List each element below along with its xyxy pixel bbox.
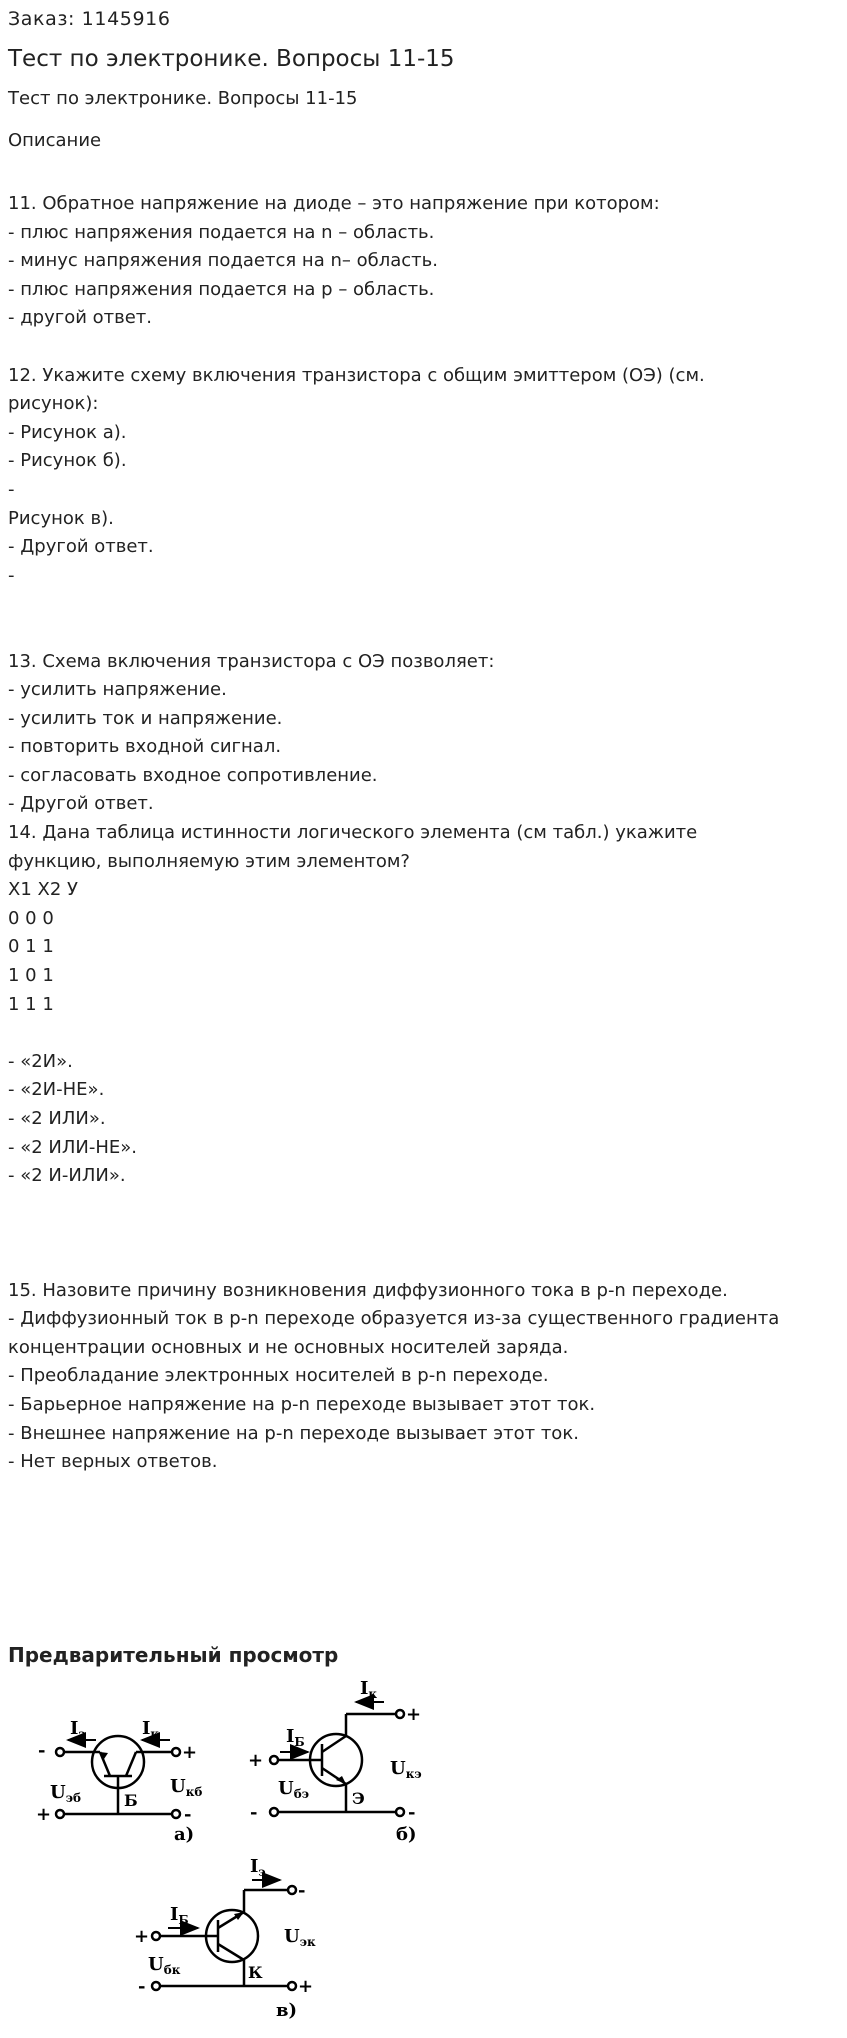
text-line: - Преобладание электронных носителей в p-n переходе.	[8, 1365, 549, 1387]
text-line: 12. Укажите схему включения транзистора с общим эмиттером (ОЭ) (см.	[8, 364, 705, 386]
a-caption: а)	[174, 1824, 195, 1845]
description-text	[8, 190, 838, 1477]
text-line: 1 1 1	[8, 993, 54, 1015]
text-line	[8, 333, 838, 362]
text-line: 11. Обратное напряжение на диоде – это напряжение при котором:	[8, 193, 660, 214]
a-voltage-left-sub: эб	[65, 1791, 82, 1805]
text-line: - повторить входной сигнал.	[8, 736, 282, 758]
text-line: - «2И-НЕ».	[8, 1079, 105, 1101]
a-current-right-sub: к	[150, 1727, 160, 1741]
text-line: 1 0 1	[8, 965, 54, 987]
text-line: - Рисунок а).	[8, 421, 127, 443]
text-line: 13. Схема включения транзистора с ОЭ позволяет:	[8, 650, 495, 672]
svg-text:IБ	[170, 1904, 189, 1927]
b-voltage-right: U	[390, 1758, 406, 1779]
b-voltage-left: U	[278, 1778, 294, 1799]
c-current-left: I	[170, 1904, 179, 1925]
a-right-sign-top: +	[182, 1742, 198, 1763]
a-current-left: I	[70, 1718, 79, 1739]
text-line: - плюс напряжения подается на n – область.	[8, 221, 435, 243]
c-voltage-right-sub: эк	[299, 1935, 316, 1949]
text-line	[8, 1191, 838, 1220]
text-line: - «2 И-ИЛИ».	[8, 1165, 126, 1187]
text-line: 0 0 0	[8, 907, 54, 929]
c-voltage-left-sub: бк	[163, 1963, 181, 1977]
text-line: - Барьерное напряжение на p-n переходе вызывает этот ток.	[8, 1393, 596, 1415]
c-voltage-left: U	[148, 1954, 164, 1975]
text-line: -	[8, 564, 15, 586]
text-line	[8, 1248, 838, 1277]
c-right-sign-bottom: +	[298, 1976, 314, 1997]
text-line: - Рисунок б).	[8, 450, 127, 472]
c-node: К	[248, 1963, 263, 1982]
text-line: - Другой ответ.	[8, 793, 154, 815]
text-line: - Другой ответ.	[8, 536, 154, 558]
text-line: Рисунок в).	[8, 507, 114, 529]
a-current-left-sub: э	[78, 1727, 86, 1741]
c-top-sign: -	[298, 1880, 306, 1901]
text-line	[8, 1219, 838, 1248]
a-voltage-left: U	[50, 1782, 66, 1803]
text-line: 0 1 1	[8, 936, 54, 958]
c-caption: в)	[276, 2000, 298, 2021]
b-top-sign: +	[406, 1704, 422, 1725]
svg-text:Uэб	[50, 1782, 81, 1805]
text-line: концентрации основных и не основных носителей заряда.	[8, 1336, 569, 1358]
text-line: - «2И».	[8, 1050, 73, 1072]
c-current-left-sub: Б	[178, 1913, 189, 1927]
a-voltage-right-sub: кб	[185, 1785, 203, 1799]
b-voltage-left-sub: бэ	[293, 1787, 310, 1801]
a-current-right: I	[142, 1718, 151, 1739]
c-voltage-right: U	[284, 1926, 300, 1947]
svg-text:Iэ	[70, 1718, 86, 1741]
b-caption: б)	[396, 1824, 417, 1845]
svg-text:Uкэ	[390, 1758, 422, 1781]
c-current-top-sub: э	[258, 1865, 266, 1879]
b-current-left: I	[286, 1726, 295, 1747]
text-line	[8, 590, 838, 619]
svg-text:Iэ	[250, 1856, 266, 1879]
text-line: X1 X2 У	[8, 879, 78, 901]
a-right-sign-bottom: -	[184, 1804, 192, 1825]
text-line: - усилить ток и напряжение.	[8, 707, 283, 729]
svg-text:Uэк	[284, 1926, 316, 1949]
b-current-top-sub: к	[368, 1687, 378, 1701]
text-line: - минус напряжения подается на n– область.	[8, 250, 438, 272]
a-voltage-right: U	[170, 1776, 186, 1797]
c-left-sign-bottom: -	[138, 1976, 146, 1997]
preview-figure	[0, 1680, 847, 2034]
text-line	[8, 619, 838, 648]
page-subtitle: Тест по электронике. Вопросы 11-15	[8, 88, 358, 109]
circuit-a	[56, 1736, 180, 1818]
svg-text:Iк	[360, 1680, 377, 1701]
text-line: - Диффузионный ток в p-n переходе образуется из-за существенного градиента	[8, 1308, 780, 1330]
text-line: - плюс напряжения подается на р – область.	[8, 278, 435, 300]
text-line: - согласовать входное сопротивление.	[8, 764, 378, 786]
text-line: - Внешнее напряжение на p-n переходе вызывает этот ток.	[8, 1422, 579, 1444]
a-left-sign-bottom: +	[36, 1804, 52, 1825]
text-line: - другой ответ.	[8, 307, 153, 329]
text-line: - «2 ИЛИ».	[8, 1108, 106, 1129]
b-voltage-right-sub: кэ	[405, 1767, 422, 1781]
text-line	[8, 1019, 838, 1048]
c-left-sign-top: +	[134, 1926, 150, 1947]
c-current-top: I	[250, 1856, 259, 1877]
text-line: - «2 ИЛИ-НЕ».	[8, 1136, 138, 1158]
b-left-sign-top: +	[248, 1750, 264, 1771]
b-node: Э	[352, 1789, 365, 1808]
text-line: - усилить напряжение.	[8, 679, 227, 701]
svg-text:Uбэ	[278, 1778, 309, 1801]
text-line: функцию, выполняемую этим элементом?	[8, 850, 410, 872]
text-line: 14. Дана таблица истинности логического элемента (см табл.) укажите	[8, 822, 698, 844]
transistor-circuits-image	[0, 1680, 847, 2034]
b-left-sign-bottom: -	[250, 1802, 258, 1823]
svg-text:Uкб	[170, 1776, 202, 1799]
text-line: 15. Назовите причину возникновения диффузионного тока в p-n переходе.	[8, 1279, 728, 1301]
svg-text:Uбк	[148, 1954, 181, 1977]
svg-text:IБ	[286, 1726, 305, 1749]
description-label: Описание	[8, 130, 102, 151]
b-current-left-sub: Б	[294, 1735, 305, 1749]
emitter-arrow-c	[234, 1912, 244, 1920]
a-node: Б	[124, 1791, 138, 1810]
a-left-sign-top: -	[38, 1740, 46, 1761]
b-current-top: I	[360, 1680, 369, 1699]
b-right-sign-bottom: -	[408, 1802, 416, 1823]
svg-text:Iк	[142, 1718, 159, 1741]
preview-label: Предварительный просмотр	[8, 1643, 339, 1667]
text-line: - Нет верных ответов.	[8, 1451, 218, 1473]
text-line: рисунок):	[8, 393, 99, 415]
order-number: Заказ: 1145916	[8, 8, 171, 30]
page-title: Тест по электронике. Вопросы 11-15	[8, 46, 455, 72]
text-line: -	[8, 478, 15, 500]
